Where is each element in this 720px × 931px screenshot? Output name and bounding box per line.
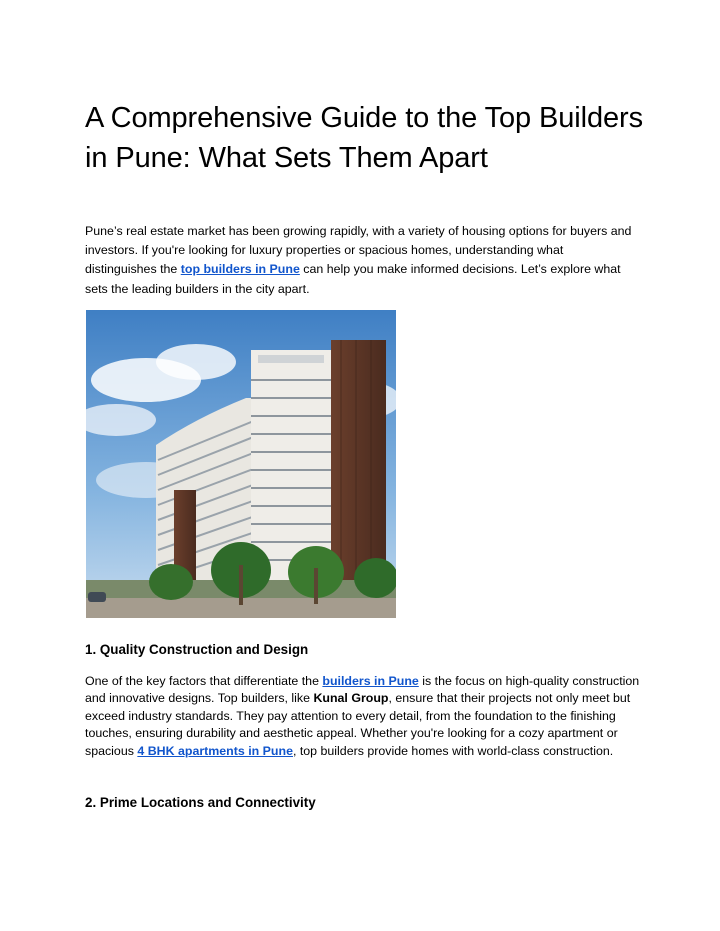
paragraph-text: One of the key factors that differentiate the — [85, 674, 323, 688]
4bhk-apartments-link[interactable]: 4 BHK apartments in Pune — [137, 743, 293, 758]
article-title: A Comprehensive Guide to the Top Builders in Pune: What Sets Them Apart — [85, 102, 643, 174]
section-heading-quality: 1. Quality Construction and Design — [85, 642, 309, 657]
paragraph-text: , ensure that their projects not only meet but exceed industry standards. They pay attention to every detail, from the foundation to the finishing touches, ensuring durability and aesthetic appeal. Whether you're looking for a cozy apartment or spacious — [85, 691, 631, 758]
paragraph-text: , top builders provide homes with world-class construction. — [292, 743, 614, 758]
builders-in-pune-link[interactable]: builders in Pune — [322, 674, 419, 688]
section-paragraph-quality — [85, 673, 641, 760]
building-photo — [86, 310, 396, 618]
intro-text-end: can help you make informed decisions. Let’s explore what sets the leading builders in the city apart. — [85, 262, 621, 296]
top-builders-link[interactable]: top builders in Pune — [180, 262, 300, 277]
kunal-group-bold: Kunal Group — [313, 691, 389, 706]
intro-paragraph — [85, 222, 637, 299]
paragraph-text: is the focus on high-quality construction and innovative designs. Top builders, like — [85, 674, 640, 706]
intro-text-start: Pune’s real estate market has been growing rapidly, with a variety of housing options for buyers and investors. If you're looking for luxury properties or spacious homes, understanding what distinguishes the — [85, 224, 632, 277]
section-heading-prime-locations: 2. Prime Locations and Connectivity — [85, 795, 316, 810]
